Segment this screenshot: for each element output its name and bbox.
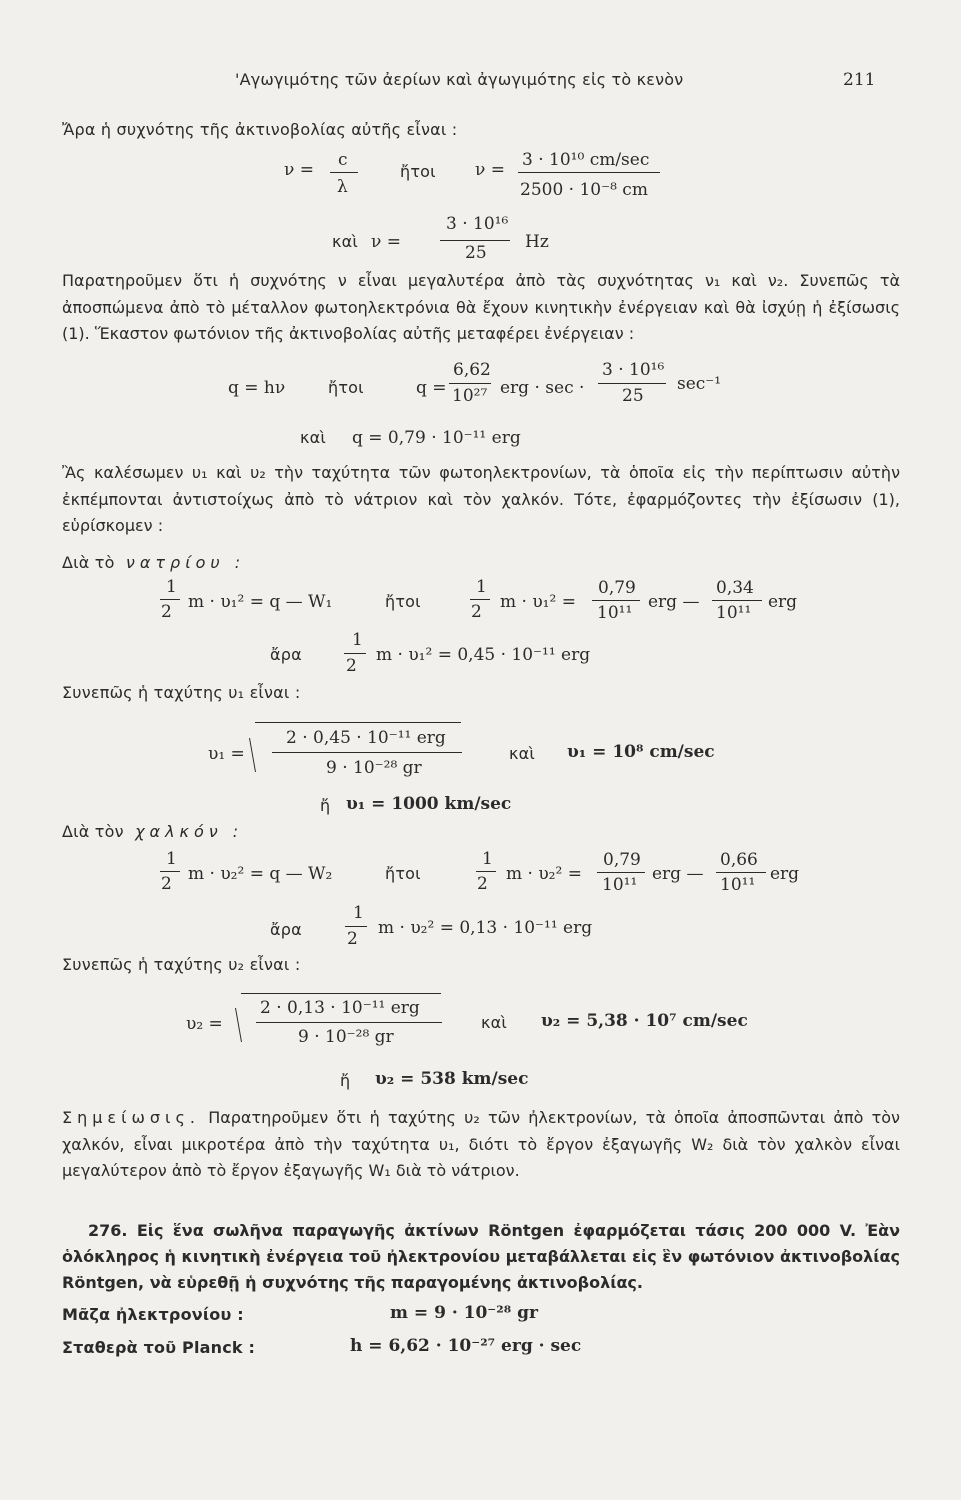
kai: καὶ	[481, 1013, 507, 1032]
half-num-2: 1	[482, 849, 493, 869]
frac-bar	[449, 383, 491, 384]
kinetic-energy-result: m · υ₁² = 0,45 · 10⁻¹¹ erg	[376, 645, 591, 665]
note-text: Παρατηροῦμεν ὅτι ἡ ταχύτης υ₂ τῶν ἠλεκτρονίων, τὰ ὁποῖα ἀποσπῶνται ἀπὸ τὸν χαλκόν, εἶναι μικροτέρα ἀπὸ τὴν ταχύτητα υ₁, διότι τὸ ἔργον ἐξαγωγῆς W₂ διὰ τὸν χαλκὸν εἶναι μεγαλύτερον ἀπὸ τὸ ἔργον ἐξαγωγῆς W₁ διὰ τὸ νάτριον.	[62, 1108, 900, 1180]
frac-den-2: 2500 · 10⁻⁸ cm	[520, 180, 648, 200]
ara: ἄρα	[270, 920, 302, 939]
kinetic-energy-result: m · υ₂² = 0,13 · 10⁻¹¹ erg	[378, 918, 593, 938]
intro-line: Ἄρα ἡ συχνότης τῆς ἀκτινοβολίας αὐτῆς εἶναι :	[62, 120, 458, 139]
or: ἤ	[340, 1071, 351, 1090]
electron-mass-label: Μᾶζα ἠλεκτρονίου :	[62, 1305, 244, 1324]
heading-prefix-text: Διὰ τὸ	[62, 553, 115, 572]
root-sign	[249, 738, 256, 772]
unit: Hz	[525, 232, 549, 252]
root-frac-bar	[272, 752, 462, 753]
itoi: ἤτοι	[385, 864, 421, 883]
heading-word: νατρίου :	[125, 553, 246, 572]
heading-prefix	[62, 822, 243, 841]
velocity-lhs: υ₂ =	[186, 1014, 223, 1034]
half-bar	[160, 599, 180, 600]
energy-equation: m · υ₁² = q — W₁	[188, 592, 333, 612]
frac-num: 3 · 10¹⁶	[446, 214, 509, 234]
frac-den: 10¹¹	[597, 603, 633, 623]
velocity-lhs: υ₁ =	[208, 744, 245, 764]
heading-prefix-text: Διὰ τὸν	[62, 822, 124, 841]
problem-number: 276.	[88, 1221, 128, 1240]
half-bar-2	[470, 599, 490, 600]
heading-word: χαλκόν :	[135, 822, 244, 841]
frac-num-2: 3 · 10¹⁰ cm/sec	[522, 150, 650, 170]
root-sign	[235, 1008, 242, 1042]
frac-num: 0,79	[603, 850, 641, 870]
unit-2: erg	[768, 592, 798, 612]
velocity-result: υ₂ = 5,38 · 10⁷ cm/sec	[541, 1011, 748, 1031]
half-den-3: 2	[347, 929, 358, 949]
frac-den: λ	[337, 177, 348, 197]
frac-bar-2	[716, 872, 766, 873]
paragraph-1: Παρατηροῦμεν ὅτι ἡ συχνότης ν εἶναι μεγαλυτέρα ἀπὸ τὰς συχνότητας ν₁ καὶ ν₂. Συνεπῶς τὰ ἀποσπώμενα ἀπὸ τὸ μέταλλον φωτοηλεκτρόνια θὰ ἔχουν κινητικὴν ἐνέργειαν καὶ θὰ ἰσχύῃ ἡ ἐξίσωσις (1). Ἕκαστον φωτόνιον τῆς ἀκτινοβολίας αὐτῆς μεταφέρει ἐνέργειαν :	[62, 271, 900, 343]
velocity-intro: Συνεπῶς ἡ ταχύτης υ₂ εἶναι :	[62, 955, 301, 974]
root-top	[241, 993, 441, 994]
root-den: 9 · 10⁻²⁸ gr	[326, 758, 422, 778]
energy-equation-2: m · υ₂² =	[506, 864, 582, 884]
root-top	[255, 722, 461, 723]
half-num-3: 1	[353, 903, 364, 923]
eq-lhs: q = hν	[228, 378, 286, 398]
page-number: 211	[843, 70, 876, 90]
itoi: ἤτοι	[400, 162, 436, 181]
velocity-result-km: υ₁ = 1000 km/sec	[346, 794, 512, 814]
half-num-3: 1	[352, 630, 363, 650]
or: ἤ	[320, 796, 331, 815]
note-paragraph	[62, 1105, 900, 1185]
planck-constant-label: Σταθερὰ τοῦ Planck :	[62, 1338, 256, 1357]
velocity-intro: Συνεπῶς ἡ ταχύτης υ₁ εἶναι :	[62, 683, 301, 702]
half-den-2: 2	[471, 602, 482, 622]
itoi: ἤτοι	[328, 378, 364, 397]
kai: καὶ	[509, 744, 535, 763]
unit-2: erg	[770, 864, 800, 884]
half-num: 1	[166, 849, 177, 869]
frac-den: 10¹¹	[602, 875, 638, 895]
root-frac-bar	[256, 1022, 442, 1023]
half-bar-3	[345, 926, 367, 927]
half-bar-3	[344, 653, 366, 654]
energy-equation-2: m · υ₁² =	[500, 592, 576, 612]
frac-bar	[330, 172, 358, 173]
frac-den: 25	[465, 243, 487, 263]
frac-den-2: 10¹¹	[716, 603, 752, 623]
eq-q: q =	[416, 378, 447, 398]
half-bar-2	[476, 871, 496, 872]
energy-equation: m · υ₂² = q — W₂	[188, 864, 333, 884]
eq-lhs: ν =	[371, 232, 401, 252]
frac-den: 10²⁷	[452, 386, 488, 406]
half-num-2: 1	[476, 577, 487, 597]
frac-den-2: 10¹¹	[720, 875, 756, 895]
planck-constant-value: h = 6,62 · 10⁻²⁷ erg · sec	[350, 1336, 582, 1356]
frac-num-2: 0,34	[716, 578, 754, 598]
frac-bar	[597, 872, 645, 873]
frac-num-2: 3 · 10¹⁶	[602, 360, 665, 380]
unit: erg —	[648, 592, 700, 612]
frac-num: 6,62	[453, 360, 491, 380]
unit: sec⁻¹	[677, 374, 722, 394]
note-label: Σημείωσις.	[62, 1108, 200, 1127]
unit: erg —	[652, 864, 704, 884]
frac-bar-2	[518, 172, 660, 173]
frac-bar	[592, 600, 640, 601]
frac-den-2: 25	[622, 386, 644, 406]
kai: καὶ	[300, 428, 326, 447]
electron-mass-value: m = 9 · 10⁻²⁸ gr	[390, 1303, 538, 1323]
frac-bar-2	[598, 383, 666, 384]
running-header: 'Αγωγιμότης τῶν ἀερίων καὶ ἀγωγιμότης εἰς τὸ κενὸν	[235, 70, 684, 89]
equation-photon-energy-result: q = 0,79 · 10⁻¹¹ erg	[352, 428, 521, 448]
root-num: 2 · 0,45 · 10⁻¹¹ erg	[286, 728, 446, 748]
half-bar	[160, 871, 180, 872]
eq-lhs: ν =	[284, 160, 314, 180]
half-den: 2	[161, 602, 172, 622]
half-den: 2	[161, 874, 172, 894]
frac-bar	[440, 240, 510, 241]
root-num: 2 · 0,13 · 10⁻¹¹ erg	[260, 998, 420, 1018]
root-den: 9 · 10⁻²⁸ gr	[298, 1027, 394, 1047]
velocity-result: υ₁ = 10⁸ cm/sec	[567, 742, 715, 762]
problem-276	[62, 1218, 900, 1296]
eq-lhs-2: ν =	[475, 160, 505, 180]
ara: ἄρα	[270, 645, 302, 664]
itoi: ἤτοι	[385, 592, 421, 611]
problem-text: Εἰς ἕνα σωλῆνα παραγωγῆς ἀκτίνων Röntgen ἐφαρμόζεται τάσις 200 000 V. Ἐὰν ὁλόκληρος ἡ κινητικὴ ἐνέργεια τοῦ ἠλεκτρονίου μεταβάλλεται εἰς ἓν φωτόνιον ἀκτινοβολίας Röntgen, νὰ εὑρεθῇ ἡ συχνότης τῆς παραγομένης ἀκτινοβολίας.	[62, 1221, 900, 1292]
velocity-result-km: υ₂ = 538 km/sec	[375, 1069, 529, 1089]
half-num: 1	[166, 577, 177, 597]
frac-num-2: 0,66	[720, 850, 758, 870]
kai: καὶ	[332, 232, 358, 251]
frac-num: 0,79	[598, 578, 636, 598]
heading-prefix	[62, 553, 245, 572]
frac-bar-2	[712, 600, 762, 601]
paragraph-2: Ἂς καλέσωμεν υ₁ καὶ υ₂ τὴν ταχύτητα τῶν φωτοηλεκτρονίων, τὰ ὁποῖα εἰς τὴν περίπτωσιν αὐτὴν ἐκπέμπονται ἀντιστοίχως ἀπὸ τὸ νάτριον καὶ τὸν χαλκόν. Τότε, ἐφαρμόζοντες τὴν ἐξίσωσιν (1), εὑρίσκομεν :	[62, 463, 900, 535]
frac-num: c	[338, 150, 348, 170]
half-den-3: 2	[346, 656, 357, 676]
eq-mid: erg · sec ·	[500, 378, 585, 398]
half-den-2: 2	[477, 874, 488, 894]
